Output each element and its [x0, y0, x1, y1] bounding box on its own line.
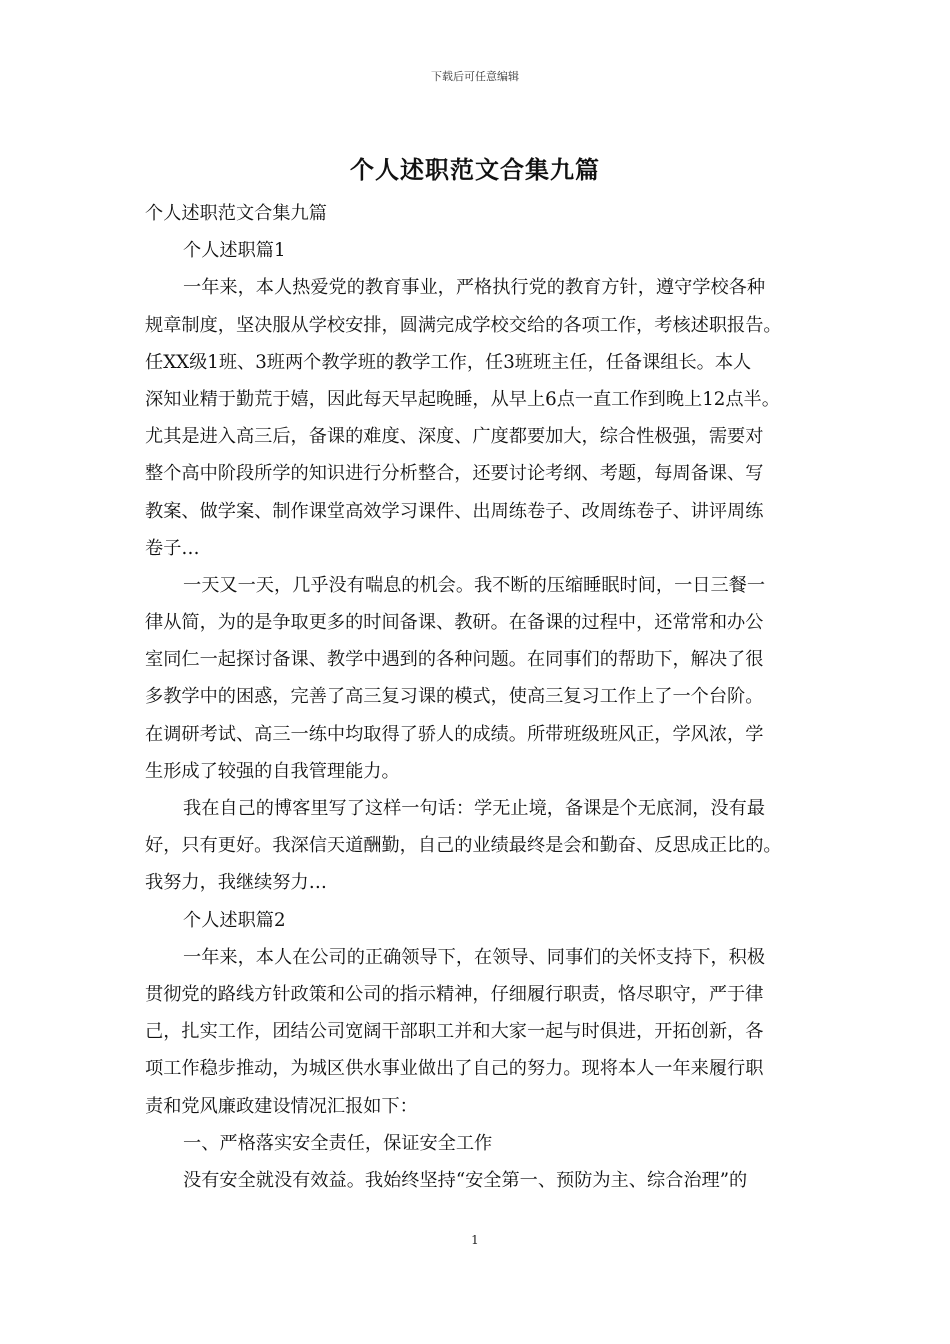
page-number: 1 [471, 1233, 479, 1247]
body-line: 整个高中阶段所学的知识进行分析整合，还要讨论考纲、考题，每周备课、写 [145, 463, 764, 485]
body-line: 项工作稳步推动，为城区供水事业做出了自己的努力。现将本人一年来履行职 [145, 1058, 764, 1080]
body-line: 在调研考试、高三一练中均取得了骄人的成绩。所带班级班风正，学风浓，学 [145, 723, 764, 745]
page-header-note: 下载后可任意编辑 [431, 70, 519, 83]
body-line: 尤其是进入高三后，备课的难度、深度、广度都要加大，综合性极强，需要对 [145, 426, 764, 448]
body-line: 一年来，本人热爱党的教育事业，严格执行党的教育方针，遵守学校各种 [183, 277, 766, 299]
body-line: 任XX级1班、3班两个教学班的教学工作，任3班班主任，任备课组长。本人 [145, 351, 752, 373]
body-line: 生形成了较强的自我管理能力。 [145, 760, 400, 782]
body-line: 责和党风廉政建设情况汇报如下： [145, 1095, 418, 1117]
body-line: 一天又一天，几乎没有喘息的机会。我不断的压缩睡眠时间，一日三餐一 [183, 574, 766, 596]
body-line: 卷子… [145, 537, 200, 559]
body-line: 我努力，我继续努力… [145, 872, 327, 894]
body-line: 个人述职篇1 [183, 240, 286, 262]
body-line: 律从简，为的是争取更多的时间备课、教研。在备课的过程中，还常常和办公 [145, 612, 764, 634]
body-line: 室同仁一起探讨备课、教学中遇到的各种问题。在同事们的帮助下，解决了很 [145, 649, 764, 671]
body-line: 个人述职篇2 [183, 909, 286, 931]
body-line: 我在自己的博客里写了这样一句话：学无止境，备课是个无底洞，没有最 [183, 798, 766, 819]
body-line: 一年来，本人在公司的正确领导下，在领导、同事们的关怀支持下，积极 [183, 946, 766, 968]
document-title: 个人述职范文合集九篇 [350, 155, 600, 184]
document-body [145, 195, 810, 1199]
body-line: 教案、做学案、制作课堂高效学习课件、出周练卷子、改周练卷子、讲评周练 [145, 500, 764, 522]
body-line: 己，扎实工作，团结公司宽阔干部职工并和大家一起与时俱进，开拓创新，各 [145, 1021, 764, 1043]
body-line: 多教学中的困惑，完善了高三复习课的模式，使高三复习工作上了一个台阶。 [145, 686, 764, 708]
body-line: 好，只有更好。我深信天道酬勤，自己的业绩最终是会和勤奋、反思成正比的。 [145, 835, 782, 857]
body-line: 贯彻党的路线方针政策和公司的指示精神，仔细履行职责，恪尽职守，严于律 [145, 983, 764, 1005]
body-line: 个人述职范文合集九篇 [145, 203, 327, 224]
body-line: 深知业精于勤荒于嬉，因此每天早起晚睡，从早上6点一直工作到晚上12点半。 [145, 388, 780, 410]
body-line: 没有安全就没有效益。我始终坚持“安全第一、预防为主、综合治理”的 [183, 1169, 748, 1191]
body-line: 一、严格落实安全责任，保证安全工作 [183, 1132, 493, 1154]
body-line: 规章制度，坚决服从学校安排，圆满完成学校交给的各项工作，考核述职报告。 [145, 314, 782, 336]
